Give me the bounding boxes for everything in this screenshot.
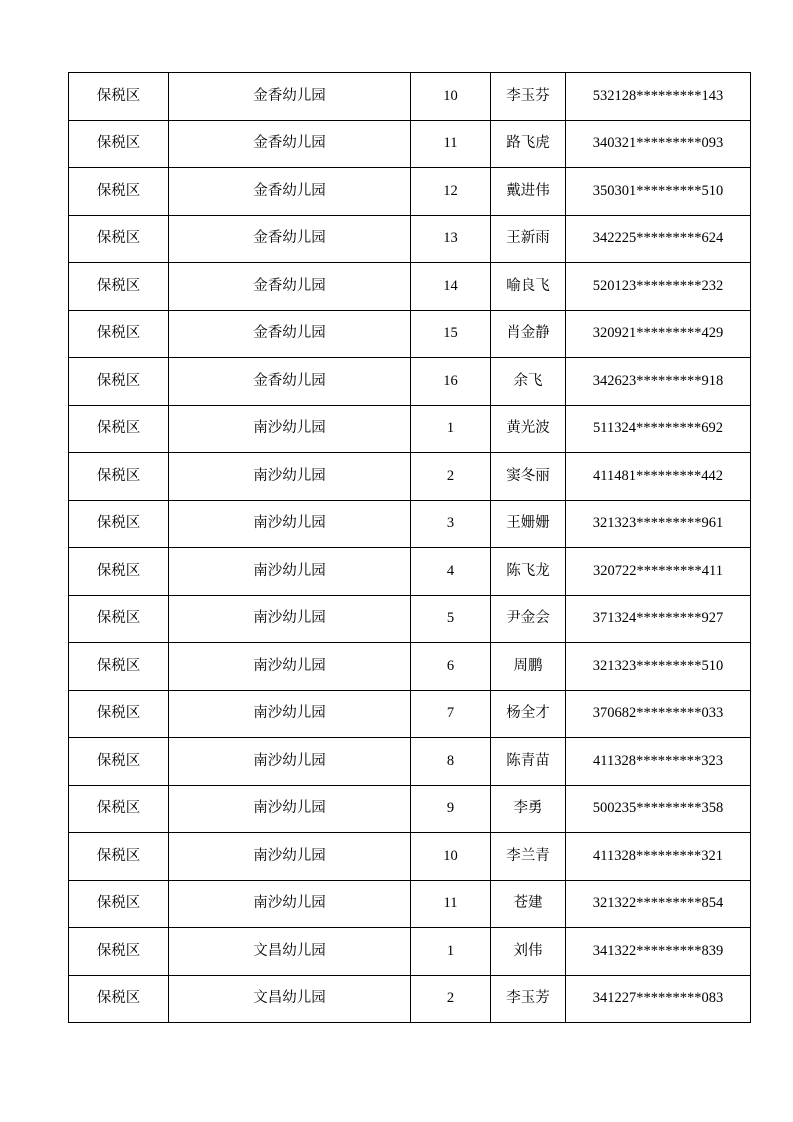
cell-school: 金香幼儿园: [169, 73, 411, 121]
table-row: [69, 263, 751, 311]
cell-area: 保税区: [69, 833, 169, 881]
cell-id: 340321*********093: [566, 120, 751, 168]
cell-area: 保税区: [69, 975, 169, 1023]
cell-id: 342623*********918: [566, 358, 751, 406]
cell-school: 金香幼儿园: [169, 263, 411, 311]
cell-school: 金香幼儿园: [169, 168, 411, 216]
cell-name: 陈飞龙: [491, 548, 566, 596]
cell-area: 保税区: [69, 690, 169, 738]
cell-school: 金香幼儿园: [169, 120, 411, 168]
cell-name: 刘伟: [491, 928, 566, 976]
cell-no: 7: [411, 690, 491, 738]
cell-area: 保税区: [69, 500, 169, 548]
cell-name: 路飞虎: [491, 120, 566, 168]
cell-id: 341322*********839: [566, 928, 751, 976]
cell-name: 李兰青: [491, 833, 566, 881]
cell-school: 金香幼儿园: [169, 358, 411, 406]
cell-no: 5: [411, 595, 491, 643]
cell-name: 窦冬丽: [491, 453, 566, 501]
table-row: [69, 500, 751, 548]
cell-no: 14: [411, 263, 491, 311]
cell-no: 1: [411, 405, 491, 453]
cell-name: 周鹏: [491, 643, 566, 691]
cell-area: 保税区: [69, 73, 169, 121]
cell-school: 南沙幼儿园: [169, 548, 411, 596]
cell-id: 411328*********323: [566, 738, 751, 786]
table-row: [69, 120, 751, 168]
cell-school: 南沙幼儿园: [169, 738, 411, 786]
cell-no: 2: [411, 453, 491, 501]
cell-no: 15: [411, 310, 491, 358]
table-row: [69, 785, 751, 833]
cell-area: 保税区: [69, 310, 169, 358]
cell-area: 保税区: [69, 643, 169, 691]
cell-area: 保税区: [69, 358, 169, 406]
cell-area: 保税区: [69, 928, 169, 976]
cell-id: 350301*********510: [566, 168, 751, 216]
cell-name: 王新雨: [491, 215, 566, 263]
table-row: [69, 643, 751, 691]
cell-id: 520123*********232: [566, 263, 751, 311]
table-row: [69, 215, 751, 263]
cell-id: 320921*********429: [566, 310, 751, 358]
cell-id: 411481*********442: [566, 453, 751, 501]
cell-school: 南沙幼儿园: [169, 595, 411, 643]
cell-no: 6: [411, 643, 491, 691]
cell-no: 3: [411, 500, 491, 548]
table-row: [69, 453, 751, 501]
cell-school: 南沙幼儿园: [169, 453, 411, 501]
cell-school: 南沙幼儿园: [169, 690, 411, 738]
cell-name: 喻良飞: [491, 263, 566, 311]
cell-area: 保税区: [69, 120, 169, 168]
cell-name: 尹金会: [491, 595, 566, 643]
cell-school: 金香幼儿园: [169, 310, 411, 358]
table-row: [69, 833, 751, 881]
table-row: [69, 975, 751, 1023]
cell-school: 南沙幼儿园: [169, 880, 411, 928]
cell-no: 12: [411, 168, 491, 216]
cell-no: 11: [411, 880, 491, 928]
cell-no: 10: [411, 833, 491, 881]
cell-id: 500235*********358: [566, 785, 751, 833]
cell-school: 文昌幼儿园: [169, 928, 411, 976]
cell-area: 保税区: [69, 263, 169, 311]
roster-table: [68, 72, 751, 1023]
table-row: [69, 595, 751, 643]
cell-id: 321323*********961: [566, 500, 751, 548]
cell-id: 411328*********321: [566, 833, 751, 881]
table-row: [69, 548, 751, 596]
cell-id: 370682*********033: [566, 690, 751, 738]
cell-name: 苍建: [491, 880, 566, 928]
cell-no: 8: [411, 738, 491, 786]
cell-id: 321322*********854: [566, 880, 751, 928]
cell-id: 511324*********692: [566, 405, 751, 453]
table-row: [69, 928, 751, 976]
cell-name: 王姗姗: [491, 500, 566, 548]
cell-no: 2: [411, 975, 491, 1023]
cell-id: 532128*********143: [566, 73, 751, 121]
table-row: [69, 738, 751, 786]
table-row: [69, 358, 751, 406]
cell-area: 保税区: [69, 405, 169, 453]
cell-id: 342225*********624: [566, 215, 751, 263]
cell-school: 南沙幼儿园: [169, 500, 411, 548]
cell-area: 保税区: [69, 785, 169, 833]
cell-name: 肖金静: [491, 310, 566, 358]
cell-name: 戴进伟: [491, 168, 566, 216]
cell-no: 10: [411, 73, 491, 121]
cell-no: 9: [411, 785, 491, 833]
cell-school: 南沙幼儿园: [169, 405, 411, 453]
table-row: [69, 168, 751, 216]
cell-area: 保税区: [69, 168, 169, 216]
cell-no: 4: [411, 548, 491, 596]
cell-area: 保税区: [69, 453, 169, 501]
cell-name: 余飞: [491, 358, 566, 406]
table-row: [69, 310, 751, 358]
cell-id: 371324*********927: [566, 595, 751, 643]
cell-area: 保税区: [69, 880, 169, 928]
cell-school: 金香幼儿园: [169, 215, 411, 263]
cell-name: 李玉芬: [491, 73, 566, 121]
cell-name: 杨全才: [491, 690, 566, 738]
cell-no: 11: [411, 120, 491, 168]
table-row: [69, 73, 751, 121]
cell-name: 黄光波: [491, 405, 566, 453]
table-row: [69, 690, 751, 738]
cell-school: 南沙幼儿园: [169, 643, 411, 691]
cell-area: 保税区: [69, 595, 169, 643]
roster-table-body: [69, 73, 751, 1023]
table-row: [69, 405, 751, 453]
cell-name: 陈青苗: [491, 738, 566, 786]
cell-school: 南沙幼儿园: [169, 833, 411, 881]
cell-area: 保税区: [69, 548, 169, 596]
table-row: [69, 880, 751, 928]
cell-id: 320722*********411: [566, 548, 751, 596]
cell-no: 13: [411, 215, 491, 263]
cell-name: 李勇: [491, 785, 566, 833]
cell-no: 16: [411, 358, 491, 406]
cell-id: 341227*********083: [566, 975, 751, 1023]
cell-area: 保税区: [69, 215, 169, 263]
cell-area: 保税区: [69, 738, 169, 786]
cell-no: 1: [411, 928, 491, 976]
cell-id: 321323*********510: [566, 643, 751, 691]
cell-school: 南沙幼儿园: [169, 785, 411, 833]
cell-name: 李玉芳: [491, 975, 566, 1023]
cell-school: 文昌幼儿园: [169, 975, 411, 1023]
